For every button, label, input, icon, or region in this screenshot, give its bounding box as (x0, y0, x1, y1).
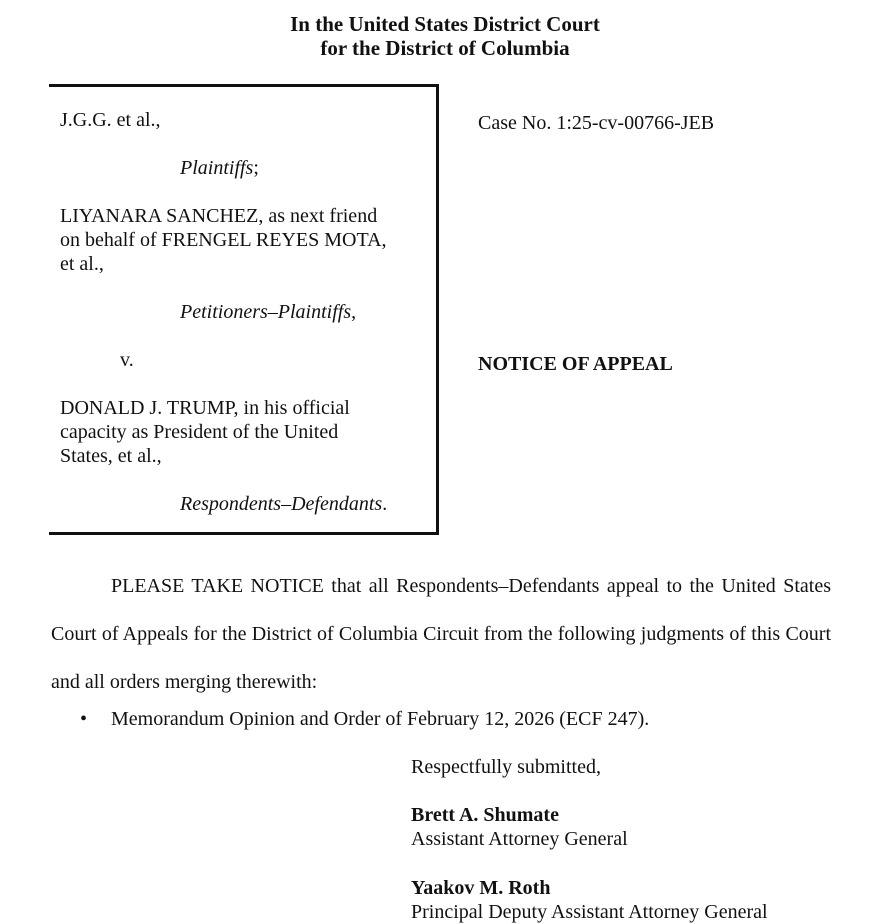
signature-closing: Respectfully submitted, (411, 756, 601, 778)
caption-defendant (60, 396, 350, 468)
caption-respondents-role (180, 492, 387, 516)
caption-plaintiffs-role (180, 156, 259, 180)
bullet-icon: • (80, 708, 88, 730)
signer1-title: Assistant Attorney General (411, 828, 628, 850)
court-heading-line2: for the District of Columbia (320, 36, 570, 60)
signer2-title: Principal Deputy Assistant Attorney General (411, 901, 768, 923)
caption-defendant-line3: States, et al., (60, 445, 162, 467)
caption-next-friend-line3: et al., (60, 253, 104, 275)
court-heading-line1: In the United States District Court (290, 12, 600, 36)
caption-next-friend-line1: LIYANARA SANCHEZ, as next friend (60, 205, 378, 227)
signer1-name: Brett A. Shumate (411, 804, 559, 826)
signer2-name: Yaakov M. Roth (411, 877, 551, 899)
caption-plaintiffs-role-label: Plaintiffs (180, 157, 254, 179)
notice-paragraph: PLEASE TAKE NOTICE that all Respondents–Defendants appeal to the United States Court of Appeals for the District of Columbia Circuit from the following judgments of this Court and all orders merging therewith: (51, 575, 831, 693)
caption-next-friend (60, 204, 387, 276)
caption-defendant-line1: DONALD J. TRUMP, in his official (60, 397, 350, 419)
appealed-judgment-list-item (80, 707, 649, 731)
caption-respondents-role-label: Respondents–Defendants (180, 493, 383, 515)
notice-paragraph-block (51, 562, 831, 706)
document-title: NOTICE OF APPEAL (478, 353, 673, 375)
case-number: Case No. 1:25-cv-00766-JEB (478, 112, 715, 134)
caption-plaintiffs-role-punct: ; (253, 157, 259, 179)
appealed-judgment-text: Memorandum Opinion and Order of February 12, 2026 (ECF 247). (111, 708, 650, 730)
caption-plaintiffs: J.G.G. et al., (60, 109, 161, 131)
signature-block-2 (411, 876, 768, 924)
caption-petitioners-role (180, 300, 356, 324)
court-heading (0, 12, 890, 60)
caption-petitioners-role-label: Petitioners–Plaintiffs (180, 301, 352, 323)
signature-block-1 (411, 803, 628, 851)
caption-next-friend-line2: on behalf of FRENGEL REYES MOTA, (60, 229, 387, 251)
caption-respondents-role-punct: . (382, 493, 388, 515)
caption-versus: v. (120, 349, 134, 371)
caption-defendant-line2: capacity as President of the United (60, 421, 339, 443)
caption-petitioners-role-punct: , (351, 301, 357, 323)
